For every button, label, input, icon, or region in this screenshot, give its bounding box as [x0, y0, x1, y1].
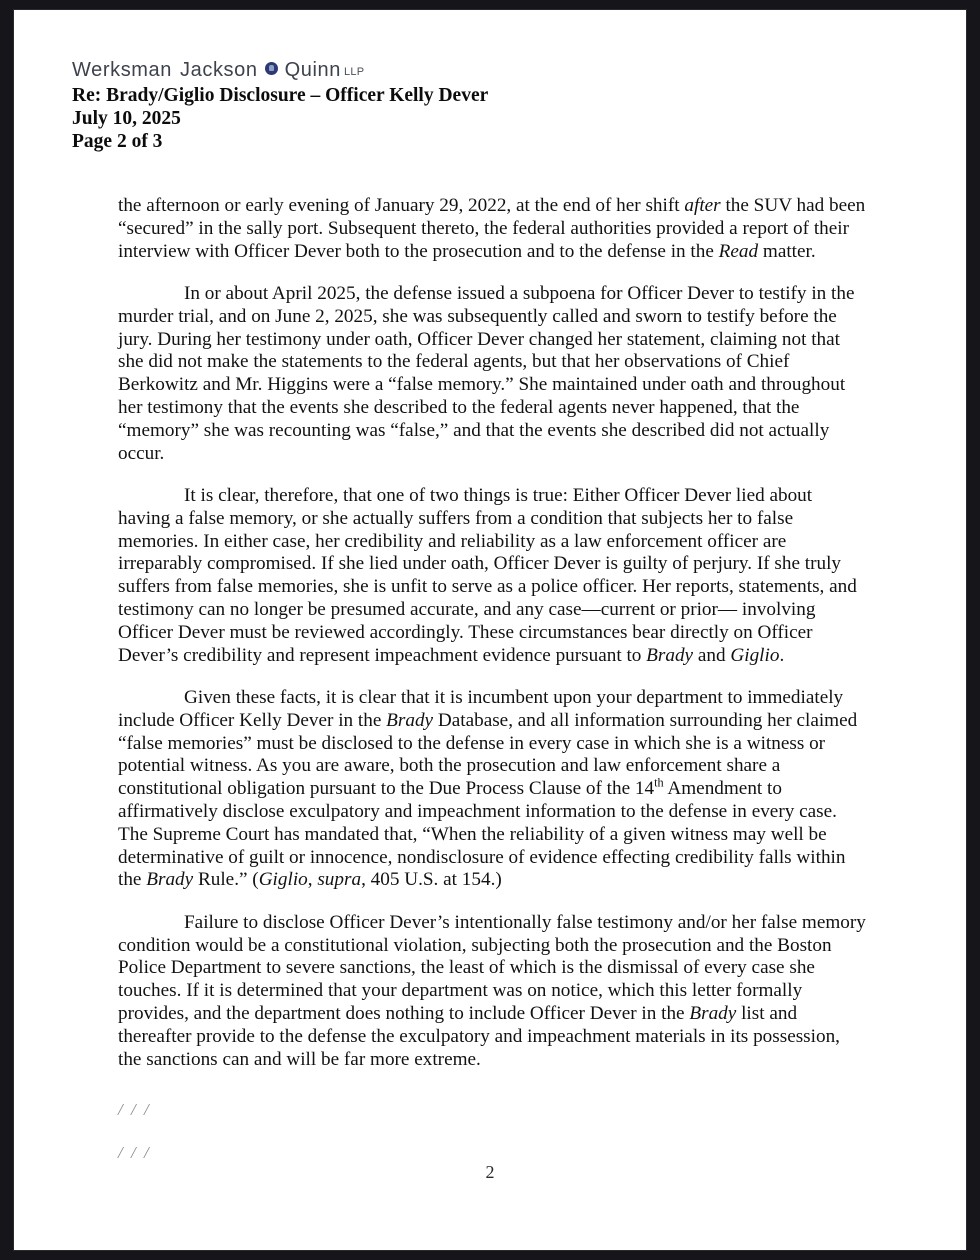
text-run: Database, and all information surrounding her claimed “false memories” must be disclosed to the defense in every case in which she is a witness or potential witness. As you are aware, both the prosecution and law enforcement share a constitutional obligation pursuant to the Due Process Clause of the 14	[118, 709, 858, 800]
text-run: , 405 U.S. at 154.)	[361, 869, 502, 891]
superscript-run: th	[654, 775, 664, 790]
firm-logo-word-quinn	[285, 60, 341, 80]
page-number-footer: 2	[485, 1162, 495, 1182]
firm-logo-word-jackson	[180, 60, 258, 80]
text-run: the afternoon or early evening of January 29, 2022, at the end of her shift	[118, 195, 685, 216]
text-run: list and thereafter provide to the defense the exculpatory and impeachment materials in its possession, the sanctions can and will be far more extreme.	[118, 1003, 840, 1070]
page-content-area	[14, 10, 966, 1250]
section-break-marker-2: / / /	[118, 1143, 151, 1162]
para-failure-to-disclose	[118, 912, 866, 1072]
italic-run: Giglio	[258, 869, 308, 891]
italic-run: Brady	[386, 709, 434, 731]
text-run: ,	[307, 869, 318, 891]
text-run: Failure to disclose Officer Dever’s intentionally false testimony and/or her false memory condition would be a constitutional violation, subjecting both the prosecution and the Boston Police Department to severe sanctions, the least of which is the dismissal of every case she touches. If it is determined that your department was on notice, which this letter formally provides, and the department does nothing to include Officer Dever in the	[118, 911, 866, 1024]
firm-logo-word-quinn-text: Quinn	[284, 59, 341, 81]
section-break-marker-1: / / /	[118, 1100, 151, 1119]
text-run: In or about April 2025, the defense issued a subpoena for Officer Dever to testify in the murder trial, and on June 2, 2025, she was subsequently called and sworn to testify before the jury. During her testimony under oath, Officer Dever changed her statement, claiming not that she did not make the statements to the federal agents, but that her observations of Chief Berkowitz and Mr. Higgins were a “false memory.” She maintained under oath and throughout her testimony that the events she described to the federal agents never happened, that the “memory” she was recounting was “false,” and that the events she described did not actually occur.	[118, 282, 855, 464]
firm-logo-word-werksman	[72, 60, 172, 80]
firm-logo	[72, 60, 772, 80]
italic-run: Brady	[146, 869, 194, 891]
letterhead	[72, 60, 772, 153]
para-two-things-true	[118, 485, 866, 668]
italic-run: supra	[317, 869, 362, 891]
document-page	[14, 10, 966, 1250]
header-date-line: July 10, 2025	[72, 107, 181, 129]
letter-body	[118, 195, 866, 1091]
text-run: the SUV had been “secured” in the sally port. Subsequent thereto, the federal authorities provided a report of their interview with Officer Dever both to the prosecution and to the defense in the	[118, 195, 866, 262]
para-subpoena-testimony	[118, 283, 866, 466]
text-run: Amendment to affirmatively disclose exculpatory and impeachment information to the defense in every case. The Supreme Court has mandated that, “When the reliability of a given witness may well be determinative of guilt or innocence, nondisclosure of evidence effecting credibility falls within the	[118, 778, 846, 891]
para-brady-database-demand	[118, 687, 866, 892]
firm-logo-word-jackson-text: Jackson	[180, 59, 258, 81]
logo-circle-dot-icon	[265, 62, 278, 75]
firm-logo-word-werksman-text: Werksman	[72, 59, 173, 81]
text-run: matter.	[758, 240, 816, 262]
text-run: Given these facts, it is clear that it is incumbent upon your department to immediately include Officer Kelly Dever in the	[118, 686, 844, 731]
header-block	[72, 85, 772, 153]
text-run: It is clear, therefore, that one of two things is true: Either Officer Dever lied about having a false memory, or she actually suffers from a condition that subjects her to false memories. In either case, her credibility and reliability as a law enforcement officer are irreparably compromised. If she lied under oath, Officer Dever is guilty of perjury. If she truly suffers from false memories, she is unfit to serve as a police officer. Her reports, statements, and testimony can no longer be presumed accurate, and any case—current or prior— involving Officer Dever must be reviewed accordingly. These circumstances bear directly on Officer Dever’s credibility and represent impeachment evidence pursuant to	[118, 484, 857, 666]
header-re-line: Re: Brady/Giglio Disclosure – Officer Kelly Dever	[72, 85, 489, 106]
para-continued-suv	[118, 195, 866, 263]
italic-run: Brady	[646, 644, 694, 666]
italic-run: Giglio	[730, 644, 780, 666]
italic-run: after	[684, 195, 721, 216]
text-run: and	[693, 644, 731, 666]
text-run: Rule.” (	[193, 869, 259, 891]
firm-logo-suffix: LLP	[343, 66, 365, 78]
header-page-line: Page 2 of 3	[72, 130, 163, 152]
text-run: .	[779, 644, 785, 666]
italic-run: Read	[718, 240, 759, 262]
italic-run: Brady	[689, 1003, 737, 1024]
